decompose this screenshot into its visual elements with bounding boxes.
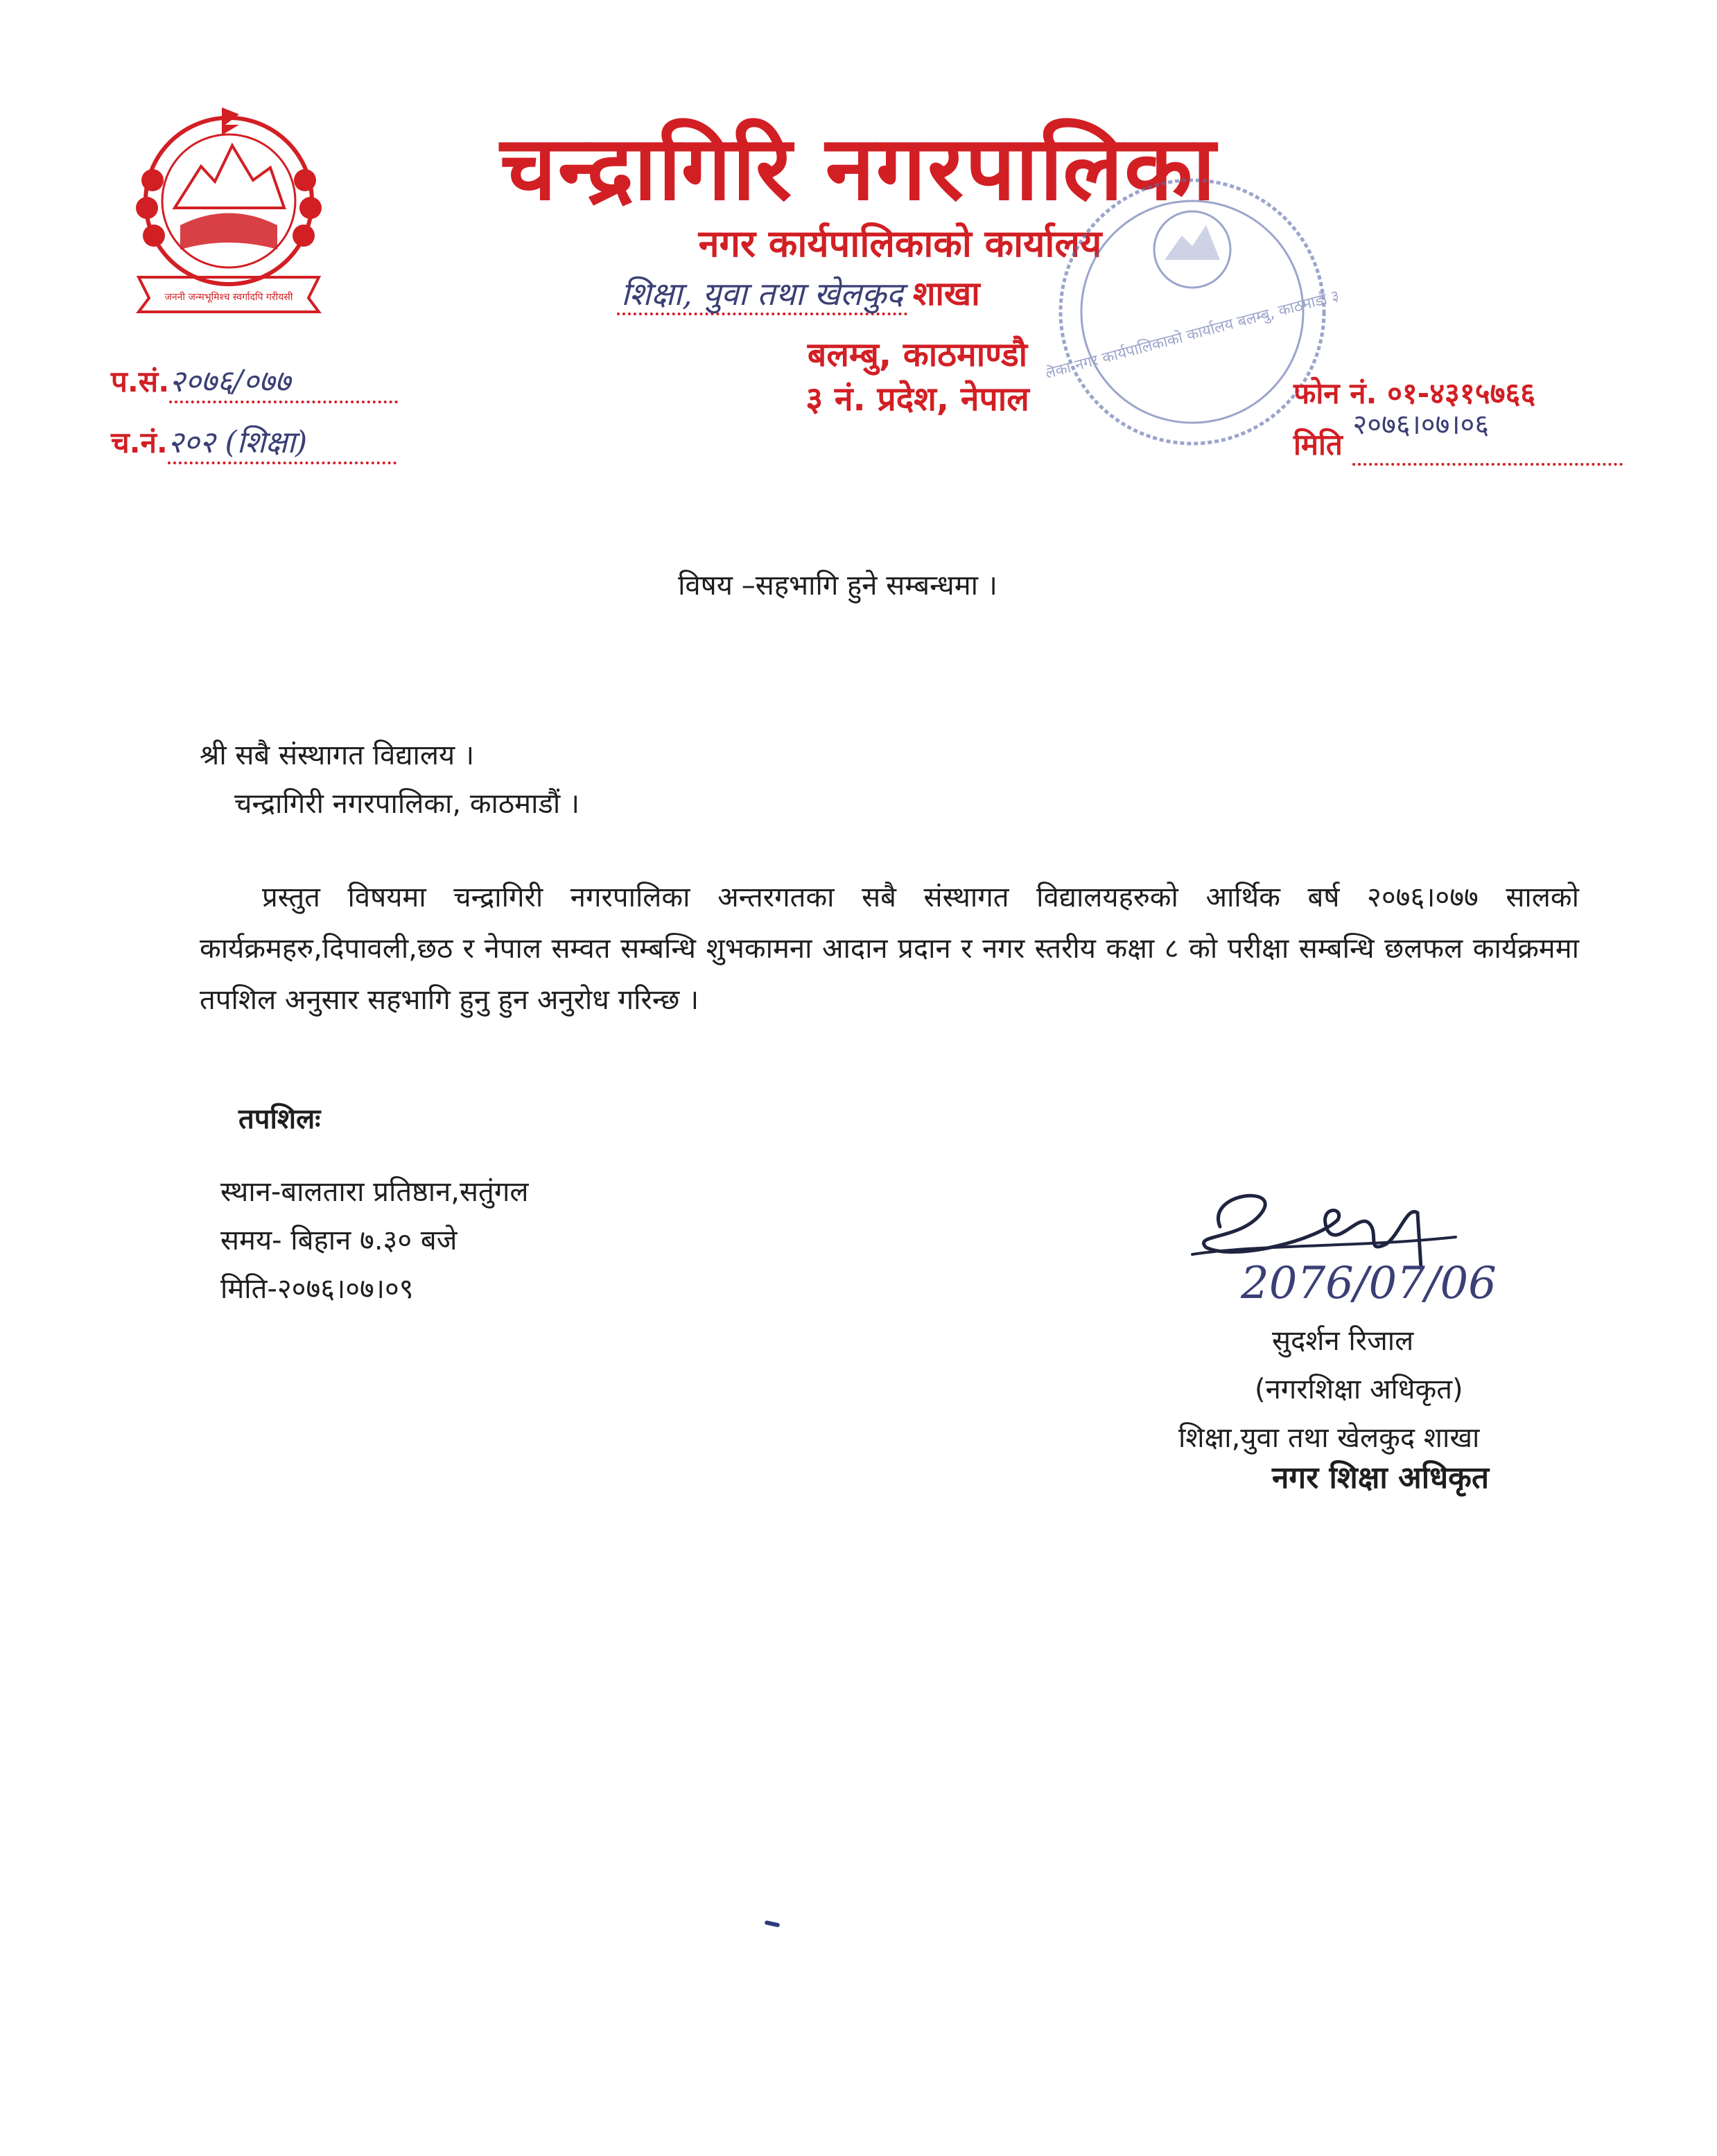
stamp-text: नगरपालिका नगर कार्यपालिकाको कार्यालय बलम्बु, काठमाडौं ३ [1047, 287, 1338, 393]
signature-date: 2076/07/06 [1241, 1258, 1497, 1309]
cn-value: २०२ (शिक्षा) [167, 425, 308, 460]
addressee-line-1: श्री सबै संस्थागत विद्यालय । [200, 739, 475, 771]
branch-line [617, 270, 980, 315]
signatory-name: सुदर्शन रिजाल [1272, 1325, 1414, 1357]
cn-label: च.नं. [111, 426, 168, 459]
office-stamp [1047, 159, 1338, 464]
ps-value: २०७६/०७७ [169, 364, 291, 399]
phone-value: ०१-४३१५७६६ [1387, 376, 1536, 410]
branch-label: शाखा [912, 274, 980, 313]
ref-cn [111, 420, 396, 464]
ink-mark [765, 1920, 781, 1927]
emblem-motto: जननी जन्मभूमिश्च स्वर्गादपि गरीयसी [164, 292, 293, 303]
address-line-2: ३ नं. प्रदेश, नेपाल [805, 380, 1029, 419]
phone-label: फोन नं. [1293, 376, 1377, 410]
letter-subject: विषय –सहभागि हुने सम्बन्धमा । [678, 570, 997, 602]
letter-paragraph: प्रस्तुत विषयमा चन्द्रागिरी नगरपालिका अन्तरगतका सबै संस्थागत विद्यालयहरुको आर्थिक बर्ष २०७६।०७७ सालको कार्यक्रमहरु,दिपावली,छठ र नेपाल सम्वत सम्बन्धि शुभकामना आदान प्रदान र नगर स्तरीय कक्षा ८ को परीक्षा सम्बन्धि छलफल कार्यक्रममा तपशिल अनुसार सहभागि हुनु हुन अनुरोध गरिन्छ । [200, 882, 1579, 1016]
branch-handwritten: शिक्षा, युवा तथा खेलकुद [617, 275, 907, 315]
address-line-1: बलम्बु, काठमाण्डौ [807, 335, 1028, 374]
details-heading: तपशिलः [238, 1103, 321, 1135]
date-label: मिति [1293, 428, 1343, 462]
date-value: २०७६।०७।०६ [1352, 409, 1490, 441]
event-place: स्थान-बालतारा प्रतिष्ठान,सतुंगल [220, 1176, 529, 1208]
ps-field [169, 359, 398, 403]
phone-number [1293, 373, 1535, 412]
event-time: समय- बिहान ७.३० बजे [220, 1225, 457, 1256]
cn-field [168, 420, 396, 464]
office-subtitle: नगर कार्यपालिकाको कार्यालय [698, 222, 1102, 265]
municipality-title: चन्द्रागिरि नगरपालिका [500, 117, 1217, 220]
letter-date [1293, 409, 1623, 466]
signatory-section: शिक्षा,युवा तथा खेलकुद शाखा [1178, 1422, 1480, 1454]
event-date: मिति-२०७६।०७।०९ [220, 1273, 414, 1305]
addressee-line-2: चन्द्रागिरी नगरपालिका, काठमाडौं । [234, 788, 580, 820]
designation-stamp: नगर शिक्षा अधिकृत [1272, 1460, 1490, 1496]
ref-ps [111, 359, 398, 403]
signatory-designation: (नगरशिक्षा अधिकृत) [1255, 1374, 1463, 1405]
date-field [1352, 409, 1623, 466]
ps-label: प.सं. [111, 365, 170, 398]
